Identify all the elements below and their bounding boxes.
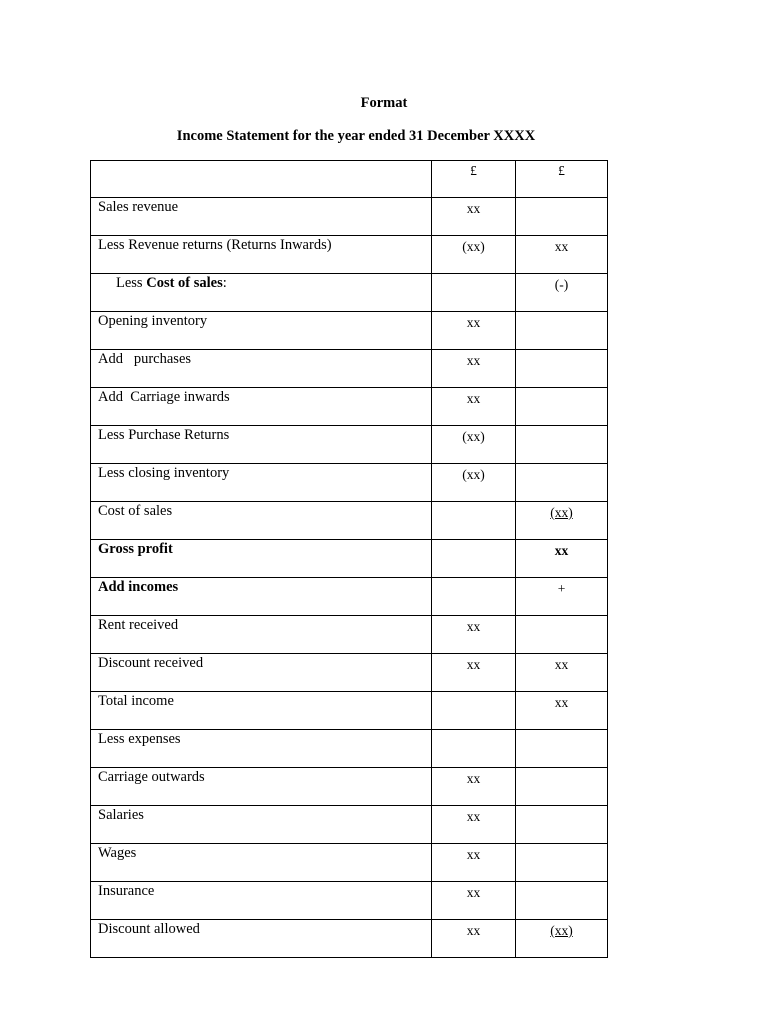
row-amount-b — [516, 312, 608, 350]
row-label: Salaries — [98, 807, 144, 823]
row-label: Less expenses — [98, 731, 181, 747]
row-amount-a: xx — [432, 312, 516, 350]
table-row-purchase-returns — [91, 426, 608, 464]
row-description — [91, 464, 432, 502]
row-amount-a: xx — [432, 198, 516, 236]
row-label: Discount allowed — [98, 921, 200, 937]
table-row-wages — [91, 844, 608, 882]
row-amount-b: xx — [516, 236, 608, 274]
row-label: Add Carriage inwards — [98, 389, 230, 405]
row-label: Opening inventory — [98, 313, 208, 329]
row-label: Total income — [98, 693, 174, 709]
row-amount-b: xx — [516, 654, 608, 692]
row-amount-a: (xx) — [432, 464, 516, 502]
table-row-total-income — [91, 692, 608, 730]
row-label: Cost of sales — [98, 503, 173, 519]
row-label: Less — [116, 275, 147, 291]
row-amount-b: (-) — [516, 274, 608, 312]
row-amount-a — [432, 730, 516, 768]
row-description — [91, 426, 432, 464]
row-amount-b — [516, 768, 608, 806]
statement-title: Income Statement for the year ended 31 December XXXX — [176, 128, 536, 144]
row-amount-a — [432, 502, 516, 540]
table-row-discount-allowed — [91, 920, 608, 958]
format-label: Format — [360, 95, 408, 111]
row-description — [91, 578, 432, 616]
row-amount-a: xx — [432, 844, 516, 882]
row-description — [91, 350, 432, 388]
row-description — [91, 540, 432, 578]
table-row-revenue-returns — [91, 236, 608, 274]
row-description — [91, 388, 432, 426]
row-description — [91, 692, 432, 730]
table-row-closing-inventory — [91, 464, 608, 502]
table-row-rent-received — [91, 616, 608, 654]
row-amount-b — [516, 198, 608, 236]
table-row-carriage-inwards — [91, 388, 608, 426]
row-label-bold: Add incomes — [98, 579, 179, 595]
row-amount-b — [516, 730, 608, 768]
row-description — [91, 502, 432, 540]
row-amount-a: xx — [432, 768, 516, 806]
row-amount-a: xx — [432, 920, 516, 958]
row-amount-b — [516, 464, 608, 502]
table-row-gross-profit — [91, 540, 608, 578]
row-label-suffix: : — [222, 275, 227, 291]
table-row-sales-revenue — [91, 198, 608, 236]
row-description — [91, 768, 432, 806]
table-row-less-expenses — [91, 730, 608, 768]
row-description — [91, 882, 432, 920]
table-row-add-incomes — [91, 578, 608, 616]
row-description — [91, 274, 432, 312]
row-amount-b: (xx) — [516, 502, 608, 540]
income-statement-table — [90, 160, 608, 958]
row-label: Sales revenue — [98, 199, 179, 215]
row-amount-b — [516, 616, 608, 654]
row-description — [91, 920, 432, 958]
table-row-carriage-outwards — [91, 768, 608, 806]
row-label: Carriage outwards — [98, 769, 205, 785]
row-amount-b: xx — [516, 692, 608, 730]
table-row-opening-inventory — [91, 312, 608, 350]
row-description — [91, 616, 432, 654]
row-amount-a — [432, 274, 516, 312]
row-label-bold: Gross profit — [98, 541, 173, 557]
row-description — [91, 730, 432, 768]
row-amount-b — [516, 388, 608, 426]
row-label-bold: Cost of sales — [146, 275, 223, 291]
row-amount-b: (xx) — [516, 920, 608, 958]
row-amount-a — [432, 692, 516, 730]
row-amount-b: xx — [516, 540, 608, 578]
header-description-cell — [91, 161, 432, 198]
row-description — [91, 198, 432, 236]
header-currency-col-b: £ — [516, 161, 608, 198]
row-amount-a: xx — [432, 616, 516, 654]
row-amount-a: xx — [432, 350, 516, 388]
row-label: Rent received — [98, 617, 179, 633]
table-row-insurance — [91, 882, 608, 920]
row-amount-a — [432, 578, 516, 616]
row-description — [91, 654, 432, 692]
row-amount-a: xx — [432, 806, 516, 844]
header-currency-col-a: £ — [432, 161, 516, 198]
row-description — [91, 312, 432, 350]
row-label: Less closing inventory — [98, 465, 230, 481]
table-row-less-cost-of-sales — [91, 274, 608, 312]
row-label: Add purchases — [98, 351, 192, 367]
row-amount-a: xx — [432, 654, 516, 692]
row-label: Discount received — [98, 655, 204, 671]
row-label: Insurance — [98, 883, 155, 899]
row-description — [91, 236, 432, 274]
table-row-cost-of-sales — [91, 502, 608, 540]
row-amount-a: (xx) — [432, 236, 516, 274]
row-amount-a: (xx) — [432, 426, 516, 464]
row-amount-b — [516, 844, 608, 882]
row-description — [91, 844, 432, 882]
row-amount-b — [516, 350, 608, 388]
table-row-purchases — [91, 350, 608, 388]
table-row-discount-received — [91, 654, 608, 692]
row-amount-b — [516, 426, 608, 464]
row-label: Wages — [98, 845, 137, 861]
row-description — [91, 806, 432, 844]
row-amount-a: xx — [432, 882, 516, 920]
table-header-row — [91, 161, 608, 198]
row-amount-a — [432, 540, 516, 578]
row-amount-b — [516, 806, 608, 844]
row-label: Less Revenue returns (Returns Inwards) — [98, 237, 332, 253]
table-row-salaries — [91, 806, 608, 844]
row-amount-b: + — [516, 578, 608, 616]
row-amount-a: xx — [432, 388, 516, 426]
row-label: Less Purchase Returns — [98, 427, 230, 443]
row-amount-b — [516, 882, 608, 920]
